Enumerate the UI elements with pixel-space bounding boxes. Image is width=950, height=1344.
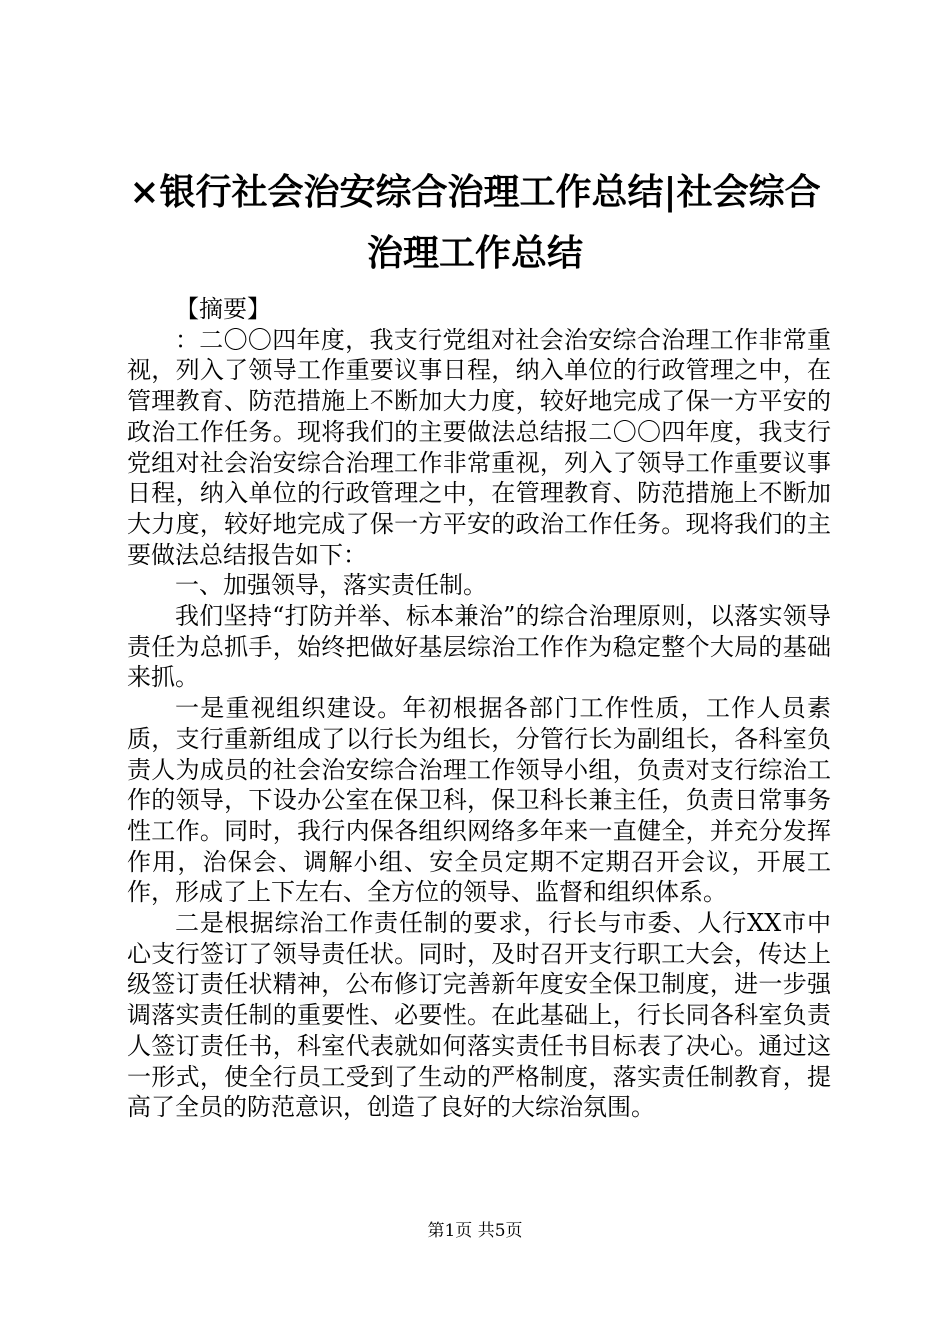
body-paragraph: 我们坚持“打防并举、标本兼治”的综合治理原则，以落实领导责任为总抓手，始终把做好基层综治工作作为稳定整个大局的基础来抓。 [127, 602, 831, 692]
document-body [127, 294, 831, 1123]
summary-heading: 【摘要】 [175, 295, 271, 323]
body-paragraph: 二是根据综治工作责任制的要求，行长与市委、人行XX市中心支行签订了领导责任状。同时，及时召开支行职工大会，传达上级签订责任状精神，公布修订完善新年度安全保卫制度，进一步强调落实责任制的重要性、必要性。在此基础上，行长同各科室负责人签订责任书，科室代表就如何落实责任书目标表了决心。通过这一形式，使全行员工受到了生动的严格制度，落实责任制教育，提高了全员的防范意识，创造了良好的大综治氛围。 [127, 909, 831, 1122]
summary-paragraph: ：二〇〇四年度，我支行党组对社会治安综合治理工作非常重视，列入了领导工作重要议事日程，纳入单位的行政管理之中，在管理教育、防范措施上不断加大力度，较好地完成了保一方平安的政治工作任务。现将我们的主要做法总结报二〇〇四年度，我支行党组对社会治安综合治理工作非常重视，列入了领导工作重要议事日程，纳入单位的行政管理之中，在管理教育、防范措施上不断加大力度，较好地完成了保一方平安的政治工作任务。现将我们的主要做法总结报告如下： [127, 325, 831, 569]
document-title-line2: 治理工作总结 [366, 232, 583, 274]
body-paragraph: 一是重视组织建设。年初根据各部门工作性质，工作人员素质，支行重新组成了以行长为组长，分管行长为副组长，各科室负责人为成员的社会治安综合治理工作领导小组，负责对支行综治工作的领导，下设办公室在保卫科，保卫科长兼主任，负责日常事务性工作。同时，我行内保各组织网络多年来一直健全，并充分发挥作用，治保会、调解小组、安全员定期不定期召开会议，开展工作，形成了上下左右、全方位的领导、监督和组织体系。 [127, 694, 831, 907]
section-heading: 一、加强领导，落实责任制。 [175, 571, 487, 600]
page-number-footer: 第1页 共5页 [427, 1221, 523, 1241]
document-title-line1: ×银行社会治安综合治理工作总结|社会综合 [129, 171, 821, 213]
